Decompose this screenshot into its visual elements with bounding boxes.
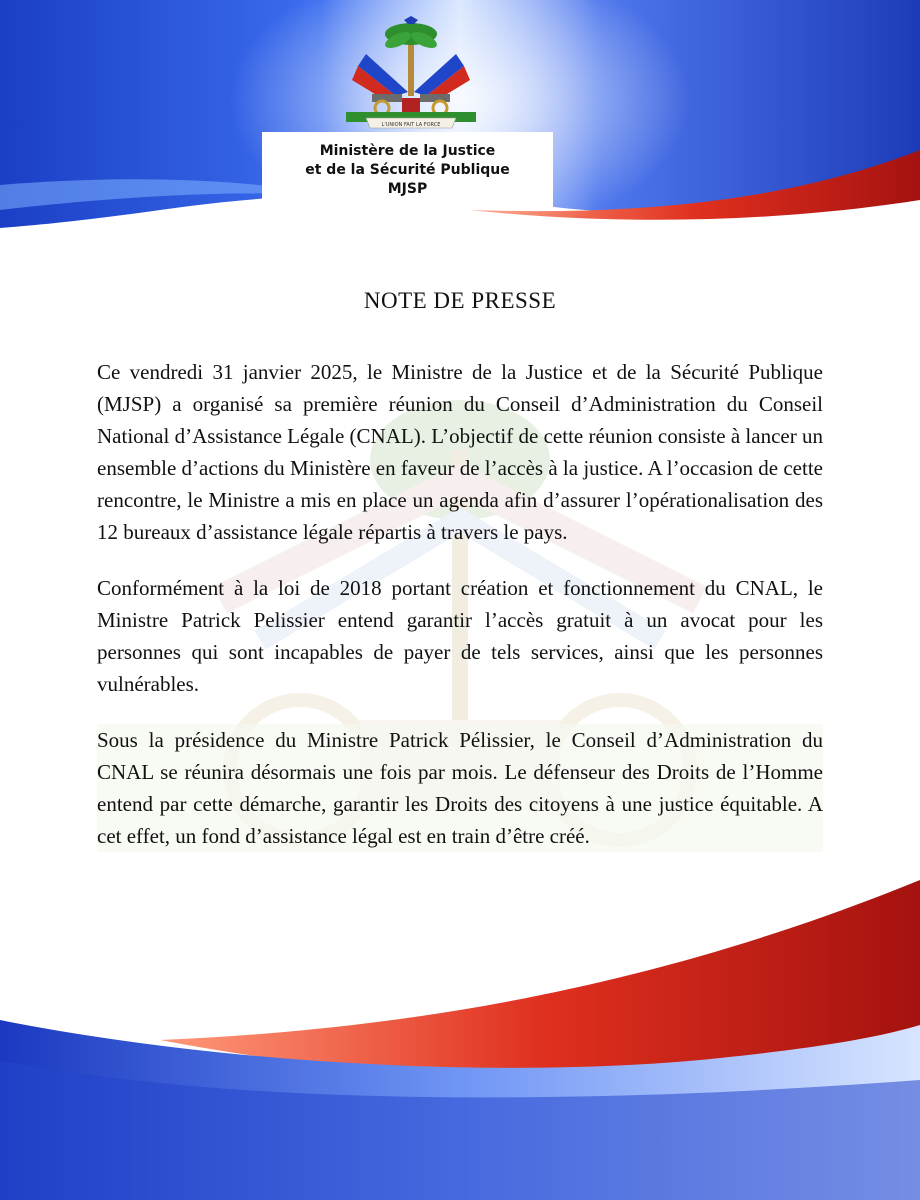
ministry-name-line1: Ministère de la Justice xyxy=(319,142,496,159)
ministry-name-box xyxy=(262,132,553,208)
ministry-name-line2: et de la Sécurité Publique xyxy=(305,161,510,178)
document-title: NOTE DE PRESSE xyxy=(363,288,557,313)
paragraph: Ce vendredi 31 janvier 2025, le Ministre de la Justice et de la Sécurité Publique (MJSP) a organisé sa première réunion du Conseil d’Administration du Conseil National d’Assistance Légale (CNAL). L’objectif de cette réunion consiste à lancer un ensemble d’actions du Ministère en faveur de l’accès à la justice. A l’occasion de cette rencontre, le Ministre a mis en place un agenda afin d’assurer l’opérationalisation des 12 bureaux d’assistance légale répartis à travers le pays. xyxy=(97,360,823,544)
document-body xyxy=(97,356,823,852)
ministry-acronym: MJSP xyxy=(387,180,428,197)
haiti-coat-of-arms-icon xyxy=(336,14,486,130)
paragraph: Conformément à la loi de 2018 portant création et fonctionnement du CNAL, le Ministre Patrick Pelissier entend garantir l’accès gratuit à un avocat pour les personnes qui sont incapables de payer de tels services, ainsi que les personnes vulnérables. xyxy=(97,576,823,696)
paragraph: Sous la présidence du Ministre Patrick Pélissier, le Conseil d’Administration du CNAL se réunira désormais une fois par mois. Le défenseur des Droits de l’Homme entend par cette démarche, garantir les Droits des citoyens à une justice équitable. A cet effet, un fond d’assistance légal est en train d’être créé. xyxy=(97,724,823,852)
coat-motto: L'UNION FAIT LA FORCE xyxy=(381,122,441,128)
